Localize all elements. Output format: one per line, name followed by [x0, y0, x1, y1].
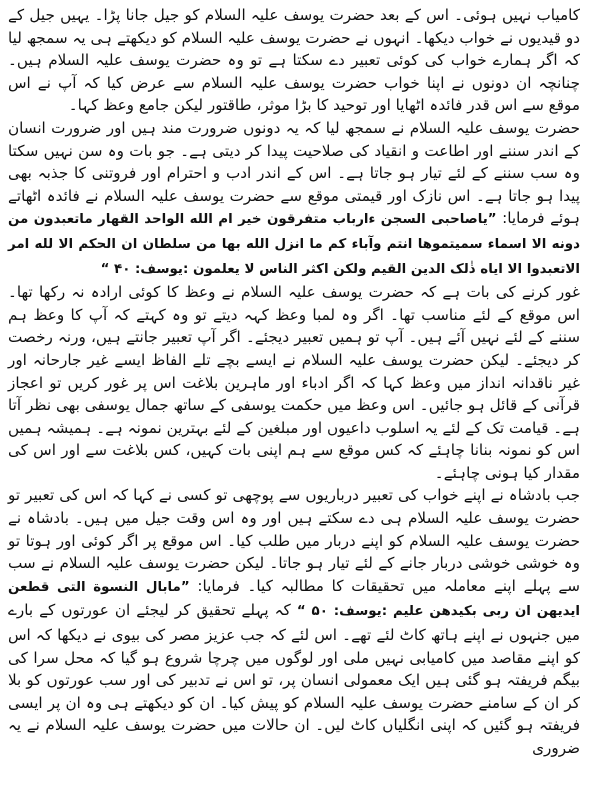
paragraph-3-text: غور کرنے کی بات ہے کہ حضرت یوسف علیہ السلام نے وعظ کا کوئی ارادہ نہ رکھا تھا۔ اس موقع کے لئے مناسب تھا۔ اگر وہ لمبا وعظ کہہ دیتے تو وہ کہتے کہ آپ کا وعظ ہم سننے کے لئے نہیں آئے ہیں۔ آپ تو ہمیں تعبیر دیجئے۔ اگر آپ تعبیر جانتے ہیں، ورنہ رخصت کر دیجئے۔ لیکن حضرت یوسف علیہ السلام نے ایسے بچے تلے الفاظ ایسے غیر جارحانہ اور غیر ناقدانہ انداز میں وعظ کہا کہ اگر ادباء اور ماہرین بلاغت اس پر غور کریں تو اعجاز قرآنی کے قائل ہو جائیں۔ اس وعظ میں حکمت یوسفی کے ساتھ جمال یوسفی بھی نظر آتا ہے۔ قیامت تک کے لئے یہ اسلوب داعیوں اور مبلغین کے لئے بہترین نمونہ ہے۔ ہمیشہ ہمیں اس کو نمونہ بنانا چاہئے کہ کس موقع سے ہم اپنی بات کہیں، کس بلاغت سے اور اس کی مقدار کیا ہونی چاہئے۔ — [8, 283, 580, 482]
paragraph-2-text: حضرت یوسف علیہ السلام نے سمجھ لیا کہ یہ دونوں ضرورت مند ہیں اور ضرورت انسان کے اندر سننے اور اطاعت و انقیاد کی صلاحیت پیدا کر دیتی ہے۔ جو بات وہ سن نہیں سکتا وہ سب سننے کے لئے تیار ہو جاتا ہے۔ اس کے اندر ادب و احترام اور فروتنی کا جذبہ بھی پیدا ہو جاتا ہے۔ اس نازک اور قیمتی موقع سے حضرت یوسف علیہ السلام نے فائدہ اٹھاتے ہوئے فرمایا: — [8, 118, 580, 228]
quran-quote-yusuf-40: ”یاصاحبی السجن ءارباب متفرقون خیر ام الله الواحد القهار ماتعبدون من دونه الا اسماء سمیتموها انتم وآباء کم ما انزل الله بها من سلطان ان الحکم الا لله امر الاتعبدوا الا ایاه ذٰلک الدین القیم ولکن اکثر الناس لا یعلمون :یوسف: ۴۰ “ — [8, 212, 580, 277]
paragraph-4-text-end: کہ پہلے تحقیق کر لیجئے ان عورتوں کے بارے میں جنہوں نے اپنے ہاتھ کاٹ لئے تھے۔ اس لئے کہ جب عزیز مصر کی بیوی نے دیکھا کہ اس کو اپنے مقاصد میں کامیابی نہیں ملی اور لوگوں میں چرچا شروع ہو گیا کہ محل سرا کی بیگم فریفتہ ہو گئی ہیں ایک معمولی انسان پر، تو اس نے تدبیر کی اور سب عورتوں کو بلا کر ان کے سامنے حضرت یوسف علیہ السلام کو پیش کیا۔ ان کو دیکھتے ہی وہ ان پر ایسی فریفتہ ہو گئیں کہ اپنی انگلیاں کاٹ لیں۔ ان حالات میں حضرت یوسف علیہ السلام نے یہ ضروری — [8, 601, 580, 757]
paragraph-2 — [8, 117, 580, 281]
quran-quote-yusuf-50: ”مابال النسوة التی قطعن ایدیهن ان ربی بکیدهن علیم :یوسف: ۵۰ “ — [8, 579, 581, 620]
paragraph-1-text: کامیاب نہیں ہوئی۔ اس کے بعد حضرت یوسف علیہ السلام کو جیل جانا پڑا۔ یہیں جیل کے دو قیدیوں نے خواب دیکھا۔ انہوں نے حضرت یوسف علیہ السلام کو دیکھتے ہی یہ سمجھ لیا کہ اگر ہمارے خواب کی کوئی تعبیر دے سکتا ہے تو وہ حضرت یوسف علیہ السلام ہیں۔ چنانچہ ان دونوں نے اپنا خواب حضرت یوسف علیہ السلام سے عرض کیا کہ آپ نے اس موقع سے اس قدر فائدہ اٹھایا اور توحید کا بڑا موثر، طاقتور لیکن جامع وعظ کہا۔ — [8, 6, 580, 115]
paragraph-4-text-start: جب بادشاہ نے اپنے خواب کی تعبیر درباریوں سے پوچھی تو کسی نے کہا کہ اس کی تعبیر تو حضرت یوسف علیہ السلام ہی دے سکتے ہیں اور وہ اس وقت جیل میں ہیں۔ بادشاہ نے حضرت یوسف علیہ السلام کو اپنے دربار میں طلب کیا۔ اس موقع پر اگر کوئی اور ہوتا تو وہ خوشی خوشی دربار جانے کے لئے تیار ہو جاتا۔ لیکن حضرت یوسف علیہ السلام نے سب سے پہلے اپنے معاملہ میں تحقیقات کا مطالبہ کیا۔ فرمایا: — [8, 486, 580, 595]
paragraph-3 — [8, 281, 580, 484]
paragraph-1 — [8, 4, 580, 117]
paragraph-4 — [8, 484, 580, 759]
